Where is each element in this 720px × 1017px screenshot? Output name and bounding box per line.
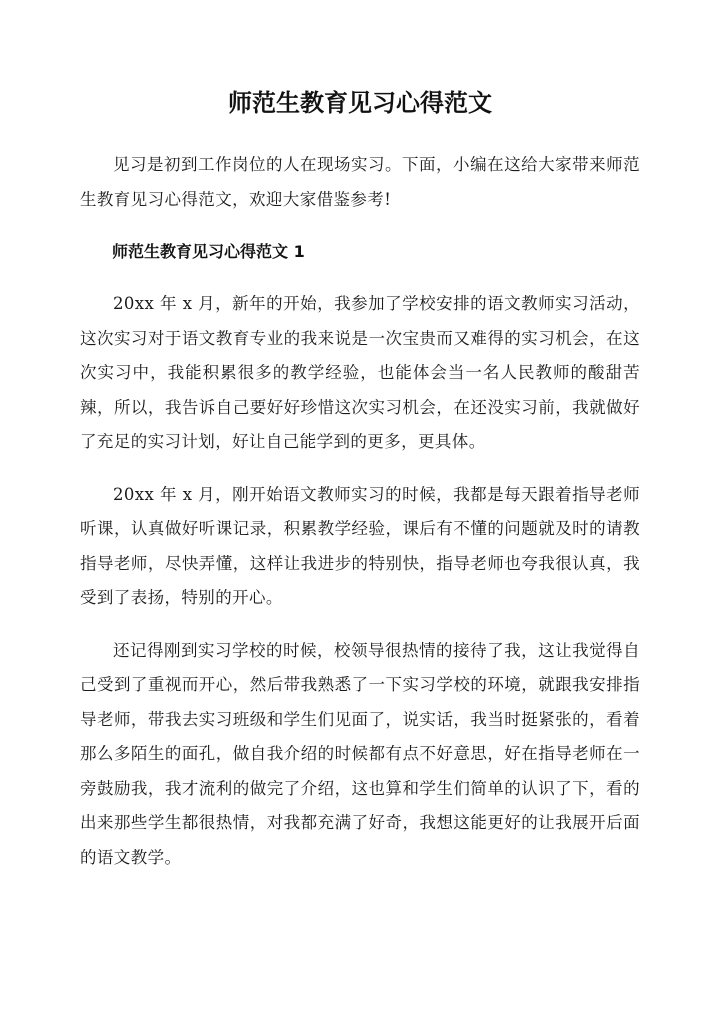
document-title: 师范生教育见习心得范文	[228, 89, 492, 117]
body-paragraph-2: 20xx 年 x 月，刚开始语文教师实习的时候，我都是每天跟着指导老师听课，认真做好听课记录，积累教学经验，课后有不懂的问题就及时的请教指导老师，尽快弄懂，这样让我进步的特别快，指导老师也夸我很认真，我受到了表扬，特别的开心。	[80, 484, 640, 607]
body-paragraph-1: 20xx 年 x 月，新年的开始，我参加了学校安排的语文教师实习活动，这次实习对于语文教育专业的我来说是一次宝贵而又难得的实习机会，在这次实习中，我能积累很多的教学经验，也能体会当一名人民教师的酸甜苦辣，所以，我告诉自己要好好珍惜这次实习机会，在还没实习前，我就做好了充足的实习计划，好让自己能学到的更多，更具体。	[80, 294, 640, 451]
body-paragraph-3: 还记得刚到实习学校的时候，校领导很热情的接待了我，这让我觉得自己受到了重视而开心，然后带我熟悉了一下实习学校的环境，就跟我安排指导老师，带我去实习班级和学生们见面了，说实话，我当时挺紧张的，看着那么多陌生的面孔，做自我介绍的时候都有点不好意思，好在指导老师在一旁鼓励我，我才流利的做完了介绍，这也算和学生们简单的认识了下，看的出来那些学生都很热情，对我都充满了好奇，我想这能更好的让我展开后面的语文教学。	[80, 640, 640, 867]
intro-paragraph: 见习是初到工作岗位的人在现场实习。下面，小编在这给大家带来师范生教育见习心得范文，欢迎大家借鉴参考!	[80, 155, 640, 209]
document-page	[80, 86, 640, 893]
section-heading: 师范生教育见习心得范文 1	[112, 242, 305, 261]
